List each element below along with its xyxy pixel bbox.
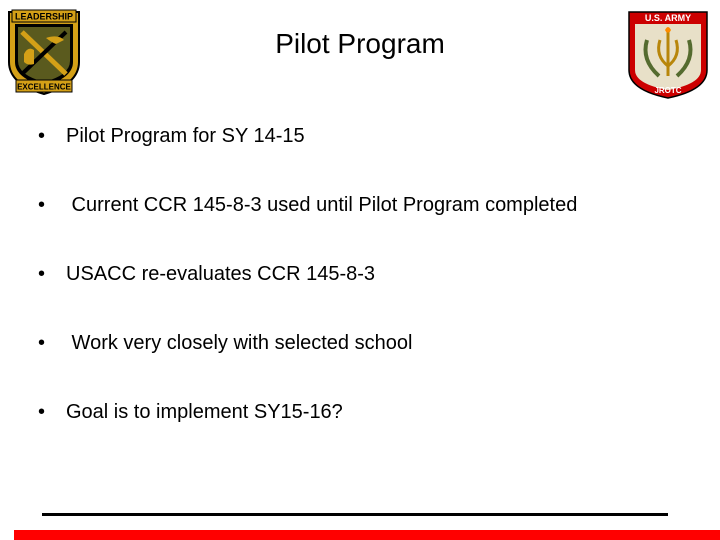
page-title: Pilot Program bbox=[275, 28, 445, 59]
us-army-jrotc-shield-icon bbox=[625, 10, 711, 100]
footer-red-bar bbox=[14, 530, 720, 540]
bullet-dot: • bbox=[38, 332, 46, 354]
bullet-text: USACC re-evaluates CCR 145-8-3 bbox=[66, 263, 376, 285]
bullet-item bbox=[38, 122, 577, 150]
bullet-dot: • bbox=[38, 194, 46, 216]
logo-top-text: LEADERSHIP bbox=[14, 11, 74, 22]
bullet-text: Current CCR 145-8-3 used until Pilot Program completed bbox=[66, 194, 578, 216]
bullet-item bbox=[38, 191, 577, 219]
us-army-jrotc-logo bbox=[625, 10, 711, 100]
footer-black-rule bbox=[42, 513, 668, 516]
bullet-text: Goal is to implement SY15-16? bbox=[66, 401, 343, 423]
bullet-dot: • bbox=[38, 263, 46, 285]
bullet-dot: • bbox=[38, 401, 46, 423]
logo-bottom-text: EXCELLENCE bbox=[17, 82, 71, 92]
logo-bottom-text: JROTC bbox=[654, 86, 682, 95]
bullet-item bbox=[38, 398, 577, 426]
bullet-item bbox=[38, 260, 577, 288]
bullet-item bbox=[38, 329, 577, 357]
bullet-list bbox=[38, 122, 577, 467]
bullet-text: Pilot Program for SY 14-15 bbox=[66, 125, 305, 147]
logo-top-text: U.S. ARMY bbox=[644, 13, 692, 23]
bullet-text: Work very closely with selected school bbox=[66, 332, 413, 354]
bullet-dot: • bbox=[38, 125, 46, 147]
